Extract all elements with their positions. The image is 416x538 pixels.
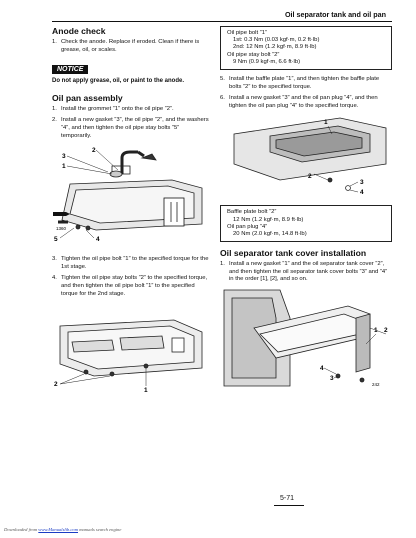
torque-spec-box-2 xyxy=(220,205,392,242)
spec-line: Baffle plate bolt “2” xyxy=(227,209,277,216)
manualslib-link[interactable]: www.Manualslib.com xyxy=(38,527,79,532)
right-column xyxy=(220,26,392,393)
callout-1: 1 xyxy=(324,119,328,127)
step-text: Tighten the oil pipe stay bolts “2” to the specified torque, and then tighten the oil pipe bolt “1” to the specified torque for the 2nd stage. xyxy=(61,275,208,297)
anode-step-1 xyxy=(52,39,210,54)
spec-line: 20 Nm (2.0 kgf·m, 14.8 ft·lb) xyxy=(233,231,307,237)
callout-2: 2 xyxy=(92,147,96,155)
spec-line: 9 Nm (0.9 kgf·m, 6.6 ft·lb) xyxy=(233,58,301,65)
callout-4: 4 xyxy=(96,236,100,244)
anode-title: Anode check xyxy=(52,26,106,36)
callout-3: 3 xyxy=(62,153,66,161)
step-number: 4. xyxy=(52,275,57,282)
tank-cover-title: Oil separator tank cover installation xyxy=(220,248,367,259)
step-text: Check the anode. Replace if eroded. Clean if there is grease, oil, or scales. xyxy=(61,39,200,53)
header-rule xyxy=(52,21,392,22)
footer-rule xyxy=(274,505,304,506)
baffle-plate-figure xyxy=(220,114,392,196)
left-column xyxy=(52,26,210,403)
step-text: Install the grommet “1” onto the oil pipe “2”. xyxy=(61,105,174,112)
step-number: 5. xyxy=(220,76,225,83)
step-number: 3. xyxy=(52,256,57,263)
callout-2: 2 xyxy=(308,173,312,181)
spec-line: Oil pipe bolt “1” xyxy=(227,30,267,36)
baffle-step-5 xyxy=(220,76,392,91)
spec-line: Oil pan plug “4” xyxy=(227,223,268,230)
watermark-suffix: manuals search engine xyxy=(79,527,122,532)
callout-2: 2 xyxy=(384,326,388,334)
callout-4: 4 xyxy=(320,364,324,372)
callout-1: 1 xyxy=(62,163,66,171)
spec-line: Oil pipe stay bolt “2” xyxy=(227,51,280,58)
oil-pan-step-2 xyxy=(52,117,210,140)
notice-badge: NOTICE xyxy=(52,65,88,74)
tank-cover-figure xyxy=(220,288,392,388)
callout-2: 2 xyxy=(54,381,58,389)
header-title: Oil separator tank and oil pan xyxy=(284,10,386,19)
callout-5: 5 xyxy=(54,236,58,244)
baffle-step-6 xyxy=(220,95,392,110)
step-number: 1. xyxy=(220,261,225,268)
step-number: 1. xyxy=(52,105,57,112)
step-text: Install the baffle plate “1”, and then tighten the baffle plate bolts “2” to the specified torque. xyxy=(229,76,380,90)
step-number: 1. xyxy=(52,39,57,45)
callout-3: 3 xyxy=(360,179,364,187)
download-watermark xyxy=(4,527,121,532)
oil-pan-title: Oil pan assembly xyxy=(52,92,123,103)
step-text: Tighten the oil pipe bolt “1” to the specified torque for the 1st stage. xyxy=(61,256,209,270)
page-number: 5-71 xyxy=(280,495,295,502)
callout-1: 1 xyxy=(144,387,148,395)
callout-1: 1 xyxy=(374,326,378,334)
spec-line: 1st: 0.3 Nm (0.03 kgf·m, 0.2 ft·lb) xyxy=(233,37,320,44)
oil-pan-step-4 xyxy=(52,275,210,298)
step-number: 6. xyxy=(220,95,225,102)
watermark-prefix: Downloaded from xyxy=(4,527,38,532)
oil-pan-step-3 xyxy=(52,256,210,271)
oil-pan-step-1 xyxy=(52,106,210,114)
oil-pan-pipe-figure xyxy=(52,144,210,249)
spec-line: 2nd: 12 Nm (1.2 kgf·m, 8.9 ft·lb) xyxy=(233,44,317,51)
torque-spec-box-1 xyxy=(220,26,392,70)
callout-4: 4 xyxy=(360,189,364,197)
figure-code: 242 xyxy=(372,381,380,387)
step-text: Install a new gasket “1” and the oil separator tank cover “2”, and then tighten the oil separator tank cover bolts “3” and “4” in the order [1], [2], and so on. xyxy=(229,261,388,283)
step-number: 2. xyxy=(52,117,57,124)
step-text: Install a new gasket “3” and the oil pan plug “4”, and then tighten the oil pan plug “4” to the specified torque. xyxy=(229,95,378,109)
spec-line: 12 Nm (1.2 kgf·m, 8.9 ft·lb) xyxy=(233,216,304,223)
oil-pan-bolts-figure xyxy=(52,302,210,398)
tank-cover-step-1 xyxy=(220,261,392,284)
notice-text: Do not apply grease, oil, or paint to the anode. xyxy=(52,78,185,85)
callout-3: 3 xyxy=(330,374,334,382)
step-text: Install a new gasket “3”, the oil pipe “2”, and the washers “4”, and then tighten the oil pipe stay bolts “5” temporarily. xyxy=(61,117,209,139)
figure-code: 1360 xyxy=(56,226,67,232)
